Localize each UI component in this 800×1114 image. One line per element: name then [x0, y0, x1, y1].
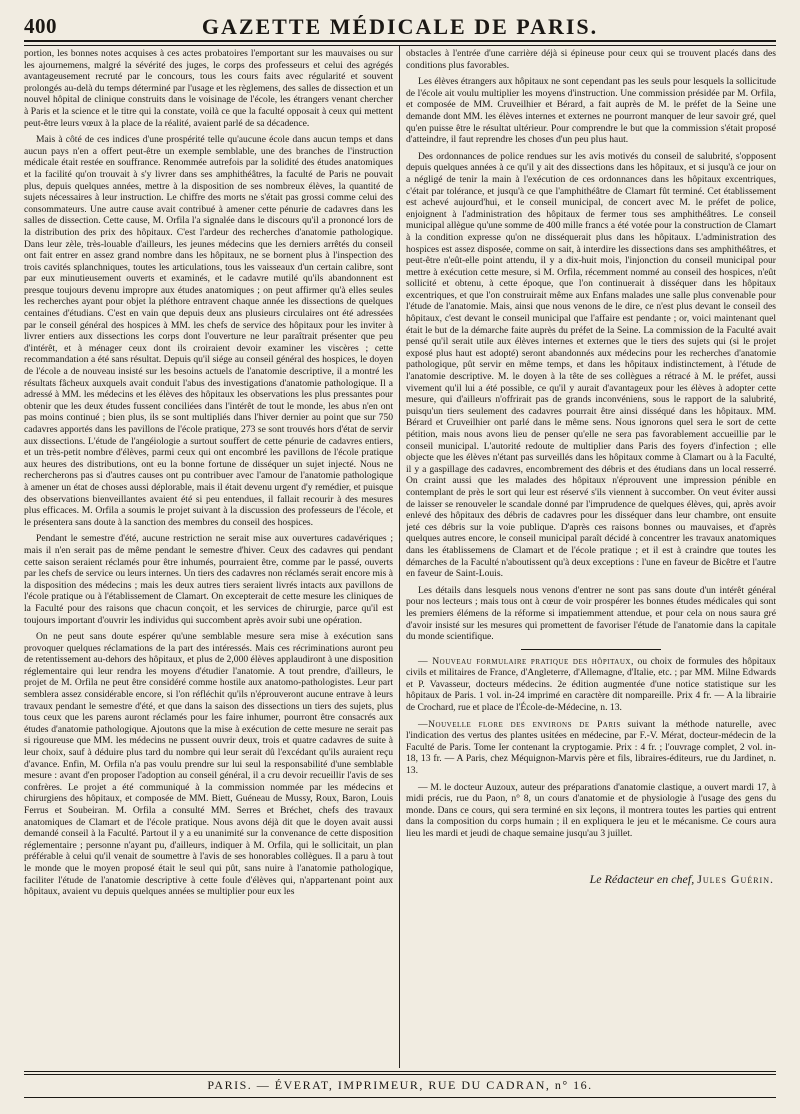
article-paragraph: Des ordonnances de police rendues sur les avis motivés du conseil de salubrité, s'opposent depuis quelques années à ce qu'il y ait des dissections dans les hôpitaux, et si jusqu'à ce jour on a négligé de tenir la main à l'exécution de ces ordonnances dans les hôpitaux excentriques, c'était par tolérance, et jusqu'à ce que l'amphithéâtre de Clamart fût terminé. Cet établissement est achevé aujourd'hui, et le conseil municipal, de concert avec M. le préfet de police, enjoignent à l'administration des hôpitaux de fermer tous ses amphithéâtres. Le conseil municipal allègue qu'une somme de 400 mille francs a été votée pour la construction de Clamart à la condition expresse qu'on ne disséquerait plus dans les hôpitaux. L'administration des hospices est assez disposée, comme on sait, à interdire les dissections dans ses amphithéâtres, et peut-être n'eût-elle point attendu, il y a dix-huit mois, l'injonction du conseil municipal pour mettre à exécution cette mesure, si M. Orfila, récemment nommé au conseil des hospices, n'eût sollicité et obtenu, à cette époque, que l'on continuerait à disséquer dans les hôpitaux excentriques, et que l'on construirait même aux Enfans malades une salle plus convenable pour l'étude de l'anatomie. Mais, ainsi que nous venons de le dire, ce n'est plus devant le conseil des hôpitaux, c'est devant le conseil municipal que l'affaire est pendante ; or, voici maintenant quel était le but de la démarche faite auprès du préfet de la Seine. La commission de la Faculté avait pensé qu'il serait utile aux élèves internes et externes que le tiers des sujets qui (si le projet exposé plus haut est adopté) seront abandonnés aux médecins pour les recherches d'anatomie pathologique, pût servir en même temps, et dans les hôpitaux indistinctement, à l'étude de l'anatomie descriptive. M. le doyen à la tête de ses collègues a rétracé à M. le préfet, aussi vivement qu'il lui a été possible, ce qu'il y aurait d'avantageux pour les élèves à adopter cette mesure, qui d'ailleurs n'offrirait pas de grands inconvéniens, sous le rapport de la salubrité, puisqu'un tiers seulement des cadavres pourrait être ainsi disséqué dans les hôpitaux. MM. Bérard et Cruveilhier ont parlé dans le même sens. Nous ignorons quel sera le sort de cette pétition, mais nous avons lieu de penser qu'elle ne sera pas favorablement accueillie par le conseil municipal. L'autorité redoute de multiplier dans Paris des foyers d'infection ; elle objecte que les élèves n'étant pas surveillés dans les hôpitaux comme à Clamart ou à la Faculté, il y a gaspillage des cadavres, encombrement des débris et des étudians dans un local resserré. On craint aussi que les malades des hôpitaux n'éprouvent une impression pénible en contemplant de près le sort qui leur est réservé s'ils viennent à succomber. On veut éviter aussi de laisser se renouveler le scandale donné par l'imprudence de quelques élèves, qui, après avoir enlevé des hôpitaux des débris de cadavres pour les disséquer dans leur chambre, ont ensuite jeté ces débris sur la voie publique. D'après ces raisons bonnes ou mauvaises, et d'après quelques autres encore, le conseil municipal paraît décidé à concentrer les travaux anatomiques dans les établissemens de Clamart et de l'école pratique ; et il est à craindre que toutes les démarches de la Faculté n'aboutissent qu'à deux exceptions : l'une en faveur de Bicêtre et l'autre en faveur de Saint-Louis. — [406, 150, 776, 580]
editor-signature — [406, 871, 776, 886]
header-rule — [24, 40, 776, 46]
course-notice — [406, 782, 776, 840]
footer-rule-bottom — [24, 1097, 776, 1098]
article-paragraph: Les élèves étrangers aux hôpitaux ne sont cependant pas les seuls pour lesquels la sollicitude de l'école ait voulu multiplier les moyens d'instruction. Une commission présidée par M. Orfila, et composée de MM. Cruveilhier et Bérard, a fait auprès de M. le préfet de la Seine une demande dont MM. les élèves internes et externes ne pourront manquer de leur savoir gré, quel qu'en puisse être le résultat ultérieur. Pour comprendre le but que la commission s'était proposé d'atteindre, il faut reprendre les choses d'un peu plus haut. — [406, 76, 776, 146]
article-paragraph: portion, les bonnes notes acquises à ces actes probatoires l'emportant sur les mauvaises ou sur les ajournemens, malgré la sévérité des juges, le corps des professeurs et celui des agrégés avantageusement recruté par le concours, tous les cours faits avec régularité et souvent prolongés au-delà du temps déterminé par l'usage et les règlemens, des salles de dissection et un nouvel hôpital de clinique construits dans le voisinage de l'école, les étrangers venant chercher à Paris et la science et le titre qui la constate, voilà ce que la faculté opposait à ceux qui mettent peut-être leurs vœux à la place de la réalité, avaient parlé de sa décadence. — [24, 48, 393, 129]
page-number: 400 — [24, 14, 57, 38]
footer-rule — [24, 1071, 776, 1075]
article-paragraph: obstacles à l'entrée d'une carrière déjà si épineuse pour ceux qui se trouvent placés dans des conditions plus favorables. — [406, 48, 776, 71]
article-paragraph: Mais à côté de ces indices d'une prospérité telle qu'aucune école dans aucun temps et dans aucun pays n'en a offert peut-être un exemple semblable, une des branches de l'instruction médicale était restée en souffrance. Renommée autrefois par la solidité des études anatomiques et la facilité qu'on trouvait à s'y livrer dans ses amphithéâtres, la faculté de Paris ne pouvait plus, depuis quelques années, mettre à la disposition de ses nombreux élèves, la quantité de sujets nécessaires à leur instruction. Le chiffre des morts ne s'était pas grossi comme celui des consommateurs. Une autre cause avait contribué à amener cette pénurie de cadavres dans les salles de dissection. Cette cause, M. Orfila l'a signalée dans le discours qu'il a prononcé lors de la distribution des prix des hôpitaux. C'est l'ardeur des recherches d'anatomie pathologique. Dans leur zèle, très-louable d'ailleurs, les jeunes médecins que les derniers arrêtés du conseil ont fait entrer en assez grand nombre dans les hôpitaux, ne se bornent plus à l'inspection des trois cavités splanchniques, toutes les articulations, tous les vaisseaux d'un certain calibre, sont par eux minutieusement ouverts et examinés, et le cadavre mutilé qu'ils abandonnent est presque toujours devenu impropre aux études anatomiques ; on peut affirmer qu'à elles seules les recherches ayant pour objet la pléthore entravent chaque année les dissections de quelques centaines d'étudians. C'est en vain que depuis deux ans plusieurs circulaires ont été adressées par le conseil général des hospices à MM. les chefs de service des hôpitaux pour les inviter à livrer entiers aux dissections les corps dont l'ouverture ne leur paraîtrait présenter que peu d'intérêt, et à ménager ceux dont ils croiraient devoir examiner les viscères ; cette recommandation a été sans résultat. Depuis qu'il siége au conseil général des hospices, le doyen de l'école a de nouveau insisté sur les besoins actuels de l'anatomie descriptive, il a montré les résultats fâcheux auxquels avait conduit l'abus des investigations d'anatomie pathologique. Il a adressé à MM. les médecins et les élèves des hôpitaux les observations les plus pressantes pour obtenir que les deux études fussent conciliées dans l'intérêt de tout le monde, les abus n'en ont pas moins continué ; bien plus, ils se sont multipliés dans l'hiver dernier au point que sur 750 cadavres apportés dans les pavillons de l'école pratique, 273 se sont trouvés hors d'état de servir aux dissections. L'étude de l'angéiologie a surtout souffert de cette pénurie de cadavres entiers, et un très-petit nombre d'élèves, parmi ceux qui ont encombré les pavillons de l'école pratique aux heures des distributions, ont eu la bonne fortune de disséquer un sujet injecté. Nous ne rechercherons pas si d'autres causes ont pu contribuer avec l'amour de l'anatomie pathologique à amener un état de choses aussi déplorable, mais il était devenu urgent d'y remédier, et puisque des observations bienveillantes avaient été si peu entendues, il fallait recourir à des mesures plus efficaces. M. Orfila a soumis le projet suivant à la discussion des professeurs de l'école, et le présentera sans doute à la sanction des membres du conseil des hospices. — [24, 134, 393, 528]
masthead-title: GAZETTE MÉDICALE DE PARIS. — [201, 14, 599, 39]
signature-role: Le Rédacteur en chef, — [589, 871, 695, 886]
notice-title: —Nouvelle flore des environs de Paris — [418, 718, 621, 730]
notice-text: auteur des préparations d'anatomie clastique, a ouvert mardi 17, à midi précis, rue du Paon, n° 8, un cours d'anatomie et de physiologie à l'usage des gens du monde. Dans ce cours, qui sera terminé en six leçons, il montrera toutes les parties qui entrent dans la composition du corps humain ; il en expliquera le jeu et le mécanisme. Ce cours aura lieu les mardi et jeudi de chaque semaine jusqu'au 3 juillet. — [406, 781, 776, 839]
article-paragraph: Pendant le semestre d'été, aucune restriction ne serait mise aux ouvertures cadavériques ; mais il n'en serait pas de même pendant le semestre d'hiver. Ceux des cadavres qui pendant cette saison seraient réclamés pour être inhumés, pourraient être, comme par le passé, ouverts par les chefs de service ou leurs internes. Un tiers des cadavres non réclamés serait encore mis à la disposition des médecins ; mais les deux autres tiers seraient livrés intacts aux pavillons de l'école pratique ou à l'établissement de Clamart. On excepterait de cette mesure les cliniques de la Faculté pour des raisons que chacun conçoit, et les services de chirurgie, parce qu'il est toujours important d'ouvrir les individus qui succombent après avoir subi une opération. — [24, 533, 393, 626]
printer-imprint: PARIS. — ÉVERAT, IMPRIMEUR, RUE DU CADRAN, n° 16. — [207, 1078, 593, 1092]
right-column — [406, 48, 776, 1063]
notice-text: ou choix de formules des hôpitaux civils et militaires de France, d'Angleterre, d'Allemagne, d'Italie, etc. ; par MM. Milne Edwards et P. Vavasseur, docteurs médecins. 2e édition augmentée d'une notice statistique sur les hôpitaux de Paris. 1 vol. in-24 imprimé en caractère dit nompareille. Prix 4 fr. — A la librairie de Crochard, rue et place de l'École-de-Médecine, n. 13. — [406, 655, 776, 714]
left-column — [24, 48, 393, 1063]
article-paragraph: On ne peut sans doute espérer qu'une semblable mesure sera mise à exécution sans provoquer quelques réclamations de la part des intéressés. Mais ces récriminations auront peu de retentissement au-dehors des hôpitaux, et plus de 2,000 élèves applaudiront à une disposition réglementaire qui leur rendra les moyens d'étudier l'anatomie. A tout prendre, d'ailleurs, le projet de M. Orfila ne peut être considéré comme hostile aux anatomo-pathologistes. Leur part semblera assez considérable encore, si l'on réfléchit qu'ils n'éprouveront aucune entrave à leurs travaux pendant le semestre d'été, et que dans la saison des dissections un tiers des sujets, plus tous ceux que les parens auront réclamés pour les faire inhumer, pourront être consacrés aux études d'anatomie pathologique. Ajoutons que la mise à exécution de cette mesure ne serait pas si rigoureuse que MM. les médecins ne pussent ouvrir deux, trois et quatre cadavres de suite à leur choix, sauf à déduire plus tard du nombre qui leur serait dû l'excédant qu'ils auraient reçu d'avance. Enfin, M. Orfila n'a pas voulu prendre sur lui seul la responsabilité d'une semblable mesure : avant d'en proposer l'adoption au conseil général, il a cru devoir recueillir l'avis de ses confrères. Le projet a été communiqué à la commission nommée par les médecins et chirurgiens des hôpitaux, et composée de MM. Biett, Guéneau de Mussy, Roux, Baron, Louis Ferrus et Soubeiran. M. Orfila a consulté MM. Serres et Bréchet, chefs des travaux anatomiques de Clamart et de l'école pratique. Nous avons déjà dit que le doyen avait aussi demandé conseil à la Faculté. Partout il y a eu unanimité sur la convenance de cette disposition réglementaire ; personne n'ayant pu, d'ailleurs, indiquer à M. Orfila, qui le sollicitait, un plan préférable à celui qu'il venait de soumettre à l'avis de ses honorables collègues. Il a paru à tout le monde que le moyen proposé était le seul qui pût, sans nuire à l'anatomie pathologique, faciliter l'étude de l'anatomie descriptive à cette foule d'élèves qui, n'appartenant point aux hôpitaux, avaient vu depuis quelques années se multiplier pour eux les — [24, 631, 393, 898]
book-notice — [406, 656, 776, 714]
book-notice — [406, 719, 776, 777]
section-rule — [521, 649, 661, 650]
column-divider — [399, 46, 400, 1068]
page-header — [24, 14, 776, 40]
article-paragraph: Les détails dans lesquels nous venons d'entrer ne sont pas sans doute d'un intérêt général pour nos lecteurs ; mais tous ont à cœur de voir prospérer les bonnes études médicales qui sont les premiers élémens de la réforme si impatiemment attendue, et pour cela on nous saura gré d'avoir insisté sur les mesures qui promettent de favoriser l'étude de l'anatomie dans la capitale du monde scientifique. — [406, 584, 776, 643]
notice-text: suivant la méthode naturelle, avec l'indication des vertus des plantes usitées en médecine, par F.-V. Mérat, docteur-médecin de la Faculté de Paris. Tome Ier contenant la cryptogamie. Prix : 4 fr. ; l'ouvrage complet, 2 vol. in-18, 13 fr. — A Paris, chez Méquignon-Marvis père et fils, libraires-éditeurs, rue du Jardinet, n. 13. — [406, 718, 776, 777]
notice-title: — Nouveau formulaire pratique des hôpitaux, — [418, 655, 634, 667]
signature-name: Jules Guérin. — [697, 871, 774, 886]
notice-title: — M. le docteur Auzoux, — [418, 781, 518, 793]
